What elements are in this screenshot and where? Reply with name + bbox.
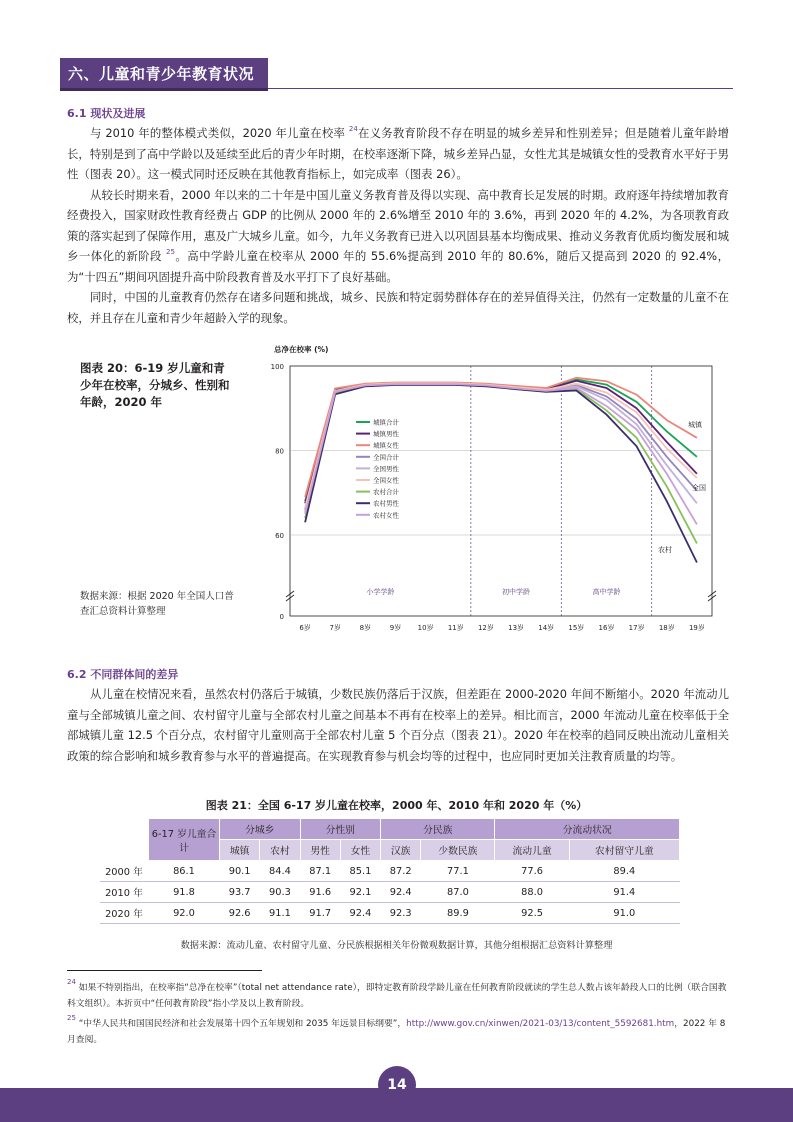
x-tick-label: 19岁 — [688, 624, 705, 632]
legend-label: 全国女性 — [373, 476, 399, 485]
page-number: 14 — [378, 1066, 416, 1104]
cell: 90.3 — [260, 882, 300, 903]
plot-frame — [290, 366, 712, 616]
group-header: 分民族 — [381, 819, 495, 840]
cell: 92.3 — [381, 903, 421, 924]
cell: 77.1 — [421, 861, 495, 882]
x-tick-label: 16岁 — [598, 624, 615, 632]
cell: 93.7 — [220, 882, 260, 903]
section-title-bar — [60, 58, 268, 91]
sub-header: 流动儿童 — [495, 840, 569, 861]
sub-header: 女性 — [340, 840, 380, 861]
x-tick-label: 8岁 — [359, 624, 372, 632]
x-tick-label: 9岁 — [389, 624, 402, 632]
paragraph: 从较长时期来看，2000 年以来的二十年是中国儿童义务教育普及得以实现、高中教育长足发展的时期。政府逐年持续增加教育经费投入，国家财政性教育经费占 GDP 的比例从 2000 年的 2.6%增至 2010 年的 3.6%，再到 2020 年的 4.2%，为各项教育政策的落实起到了保障作用，惠及广大城乡儿童。如今，九年义务教育已进入以巩固县基本均衡成果、推动义务教育优质均衡发展和城乡一体化的新阶段 $^{25}$。高中学龄儿童在校率从 2000 年的 55.6%提高到 2010 年的 80.6%，随后又提高到 2020 的 92.4%，为“十四五”期间巩固提升高中阶段教育普及水平打下了良好基础。 — [67, 187, 729, 284]
cell: 91.6 — [300, 882, 340, 903]
footnote-ref-25[interactable]: 25 — [166, 248, 175, 256]
cell: 90.1 — [220, 861, 260, 882]
table-21-title: 图表 21：全国 6-17 岁儿童在校率，2000 年、2010 年和 2020 年（%） — [205, 799, 588, 812]
stage-label: 初中学龄 — [502, 588, 531, 596]
cell: 92.4 — [340, 903, 380, 924]
sub-header: 农村 — [260, 840, 300, 861]
x-tick-label: 14岁 — [538, 624, 555, 632]
table-row — [100, 861, 680, 882]
section-rule — [268, 88, 733, 89]
sub-header: 少数民族 — [421, 840, 495, 861]
section-6-2-body — [67, 684, 729, 766]
paragraph: 从儿童在校情况来看，虽然农村仍落后于城镇，少数民族仍落后于汉族，但差距在 2000-2020 年间不断缩小。2020 年流动儿童与全部城镇儿童之间、农村留守儿童与全部农村儿童之间基本不再有在校率上的差异。相比而言，2000 年流动儿童在校率低于全部城镇儿童 12.5 个百分点，农村留守儿童则高于全部农村儿童 5 个百分点（图表 21）。2020 年在校率的趋同反映出流动儿童相关政策的综合影响和城乡教育参与水平的普遍提高。在实现教育参与机会均等的过程中，也应同时更加关注教育质量的均等。 — [67, 687, 729, 763]
figure-20-source: 数据来源：根据 2020 年全国人口普查汇总资料计算整理 — [80, 591, 234, 617]
sub-header: 城镇 — [220, 840, 260, 861]
sub-header: 汉族 — [381, 840, 421, 861]
paragraph: 同时，中国的儿童教育仍然存在诸多问题和挑战，城乡、民族和特定弱势群体存在的差异值得关注，仍然有一定数量的儿童不在校，并且存在儿童和青少年超龄入学的现象。 — [67, 290, 729, 325]
legend-label: 农村男性 — [373, 499, 399, 508]
x-tick-label: 17岁 — [628, 624, 645, 632]
legend-label: 城镇合计 — [373, 418, 399, 427]
x-tick-label: 10岁 — [417, 624, 434, 632]
row-year: 2000 年 — [100, 861, 149, 882]
series-line — [305, 381, 697, 504]
legend-label: 全国合计 — [373, 453, 399, 462]
y-tick-label: 100 — [270, 363, 284, 371]
footnote-25: $^{25}$ “中华人民共和国国民经济和社会发展第十四个五年规划和 2035 年远景目标纲要”，http://www.gov.cn/xinwen/2021-03/13/content_5592681.htm，2022 年 8 月查阅。 — [67, 1014, 726, 1045]
figure-20-chart — [260, 338, 720, 638]
cell: 84.4 — [260, 861, 300, 882]
cell: 91.0 — [569, 903, 679, 924]
cell: 77.6 — [495, 861, 569, 882]
footnote-24: $^{24}$ 如果不特别指出，在校率指“总净在校率”（total net attendance rate），即特定教育阶段学龄儿童在任何教育阶段就读的学生总人数占该年龄段人口的比例（联合国教科文组织）。本折页中“任何教育阶段”指小学及以上教育阶段。 — [67, 978, 727, 1009]
section-6-1-body — [67, 123, 729, 328]
cell: 92.5 — [495, 903, 569, 924]
x-tick-label: 18岁 — [658, 624, 675, 632]
legend-label: 城镇男性 — [373, 430, 399, 439]
footnote-ref-24[interactable]: 24 — [348, 125, 358, 133]
heading-6-2: 6.2 不同群体间的差异 — [67, 668, 179, 681]
legend-label: 农村女性 — [373, 511, 399, 520]
footnote-25-link[interactable]: http://www.gov.cn/xinwen/2021-03/13/content_5592681.htm — [406, 1019, 675, 1029]
x-tick-label: 15岁 — [568, 624, 585, 632]
x-tick-label: 6岁 — [299, 624, 311, 632]
table-21-source: 数据来源：流动儿童、农村留守儿童、分民族根据相关年份微观数据计算，其他分组根据汇总资料计算整理 — [180, 940, 613, 951]
row-year: 2010 年 — [100, 882, 149, 903]
cell: 87.2 — [381, 861, 421, 882]
x-tick-label: 11岁 — [447, 624, 464, 632]
group-header: 分性别 — [300, 819, 381, 840]
y-tick-label: 0 — [279, 613, 284, 621]
cell: 91.1 — [260, 903, 300, 924]
group-header: 分城乡 — [220, 819, 301, 840]
legend-label: 全国男性 — [373, 464, 399, 473]
cell: 91.4 — [569, 882, 679, 903]
y-tick-label: 60 — [275, 532, 284, 540]
cell: 91.7 — [300, 903, 340, 924]
figure-20-caption: 图表 20：6-19 岁儿童和青少年在校率，分城乡、性别和年龄，2020 年 — [80, 361, 230, 409]
series-line — [305, 385, 697, 563]
series-line — [305, 385, 697, 544]
paragraph: 与 2010 年的整体模式类似，2020 年儿童在校率 $^{24}$在义务教育阶段不存在明显的城乡差异和性别差异；但是随着儿童年龄增长，特别是到了高中学龄以及延续至此后的青少年时期，在校率逐渐下降，城乡差异凸显，女性尤其是城镇女性的受教育水平好于男性（图表 20）。这一模式同时还反映在其他教育指标上，如完成率（图表 26）。 — [67, 125, 729, 181]
legend-label: 城镇女性 — [373, 441, 399, 450]
group-label: 城镇 — [688, 421, 702, 429]
x-tick-label: 7岁 — [329, 624, 341, 632]
cell: 92.4 — [381, 882, 421, 903]
group-label: 全国 — [692, 484, 706, 492]
sub-header: 男性 — [300, 840, 340, 861]
cell: 88.0 — [495, 882, 569, 903]
table-row — [100, 903, 680, 924]
y-tick-label: 80 — [275, 447, 284, 456]
cell: 89.9 — [421, 903, 495, 924]
cell: 92.6 — [220, 903, 260, 924]
y-axis-label: 总净在校率 (%) — [274, 345, 329, 354]
cell: 92.0 — [149, 903, 220, 924]
table-21 — [99, 818, 680, 924]
sub-header: 农村留守儿童 — [569, 840, 679, 861]
x-tick-label: 12岁 — [477, 624, 494, 632]
group-header: 分流动状况 — [495, 819, 680, 840]
cell: 85.1 — [340, 861, 380, 882]
footnote-divider — [67, 970, 262, 971]
row-year: 2020 年 — [100, 903, 149, 924]
x-tick-label: 13岁 — [508, 624, 525, 632]
col-total-header: 6-17 岁儿童合计 — [149, 819, 220, 861]
table-row — [100, 882, 680, 903]
section-title: 六、儿童和青少年教育状况 — [68, 65, 255, 83]
cell: 87.1 — [300, 861, 340, 882]
cell: 86.1 — [149, 861, 220, 882]
cell: 91.8 — [149, 882, 220, 903]
cell: 87.0 — [421, 882, 495, 903]
group-label: 农村 — [658, 546, 672, 554]
cell: 89.4 — [569, 861, 679, 882]
heading-6-1: 6.1 现状及进展 — [67, 107, 146, 120]
stage-label: 高中学龄 — [592, 588, 621, 596]
stage-label: 小学学龄 — [366, 588, 395, 596]
cell: 92.1 — [340, 882, 380, 903]
legend-label: 农村合计 — [373, 488, 399, 497]
